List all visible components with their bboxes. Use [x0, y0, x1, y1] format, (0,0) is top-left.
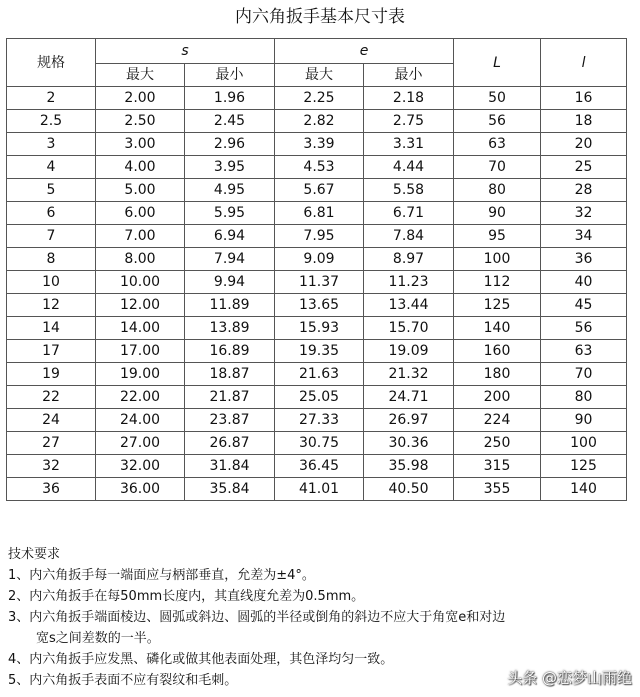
table-cell: 125 — [541, 455, 627, 478]
table-cell: 56 — [541, 317, 627, 340]
table-cell: 25 — [541, 156, 627, 179]
table-cell: 95 — [454, 225, 541, 248]
table-cell: 3 — [7, 133, 96, 156]
table-cell: 18.87 — [185, 363, 275, 386]
table-cell: 7.00 — [96, 225, 185, 248]
table-cell: 25.05 — [275, 386, 364, 409]
table-cell: 3.39 — [275, 133, 364, 156]
table-cell: 32 — [7, 455, 96, 478]
table-cell: 4.53 — [275, 156, 364, 179]
table-cell: 12 — [7, 294, 96, 317]
table-cell: 26.87 — [185, 432, 275, 455]
table-cell: 21.63 — [275, 363, 364, 386]
table-cell: 32.00 — [96, 455, 185, 478]
table-cell: 50 — [454, 87, 541, 110]
header-s-max: 最大 — [96, 64, 185, 87]
table-row — [7, 432, 627, 455]
table-cell: 90 — [454, 202, 541, 225]
table-cell: 36.00 — [96, 478, 185, 501]
table-cell: 45 — [541, 294, 627, 317]
header-L: L — [454, 39, 541, 87]
table-cell: 2.25 — [275, 87, 364, 110]
table-cell: 4.95 — [185, 179, 275, 202]
header-l: l — [541, 39, 627, 87]
page-title: 内六角扳手基本尺寸表 — [235, 7, 405, 27]
table-cell: 21.32 — [364, 363, 454, 386]
header-e-max: 最大 — [275, 64, 364, 87]
table-cell: 315 — [454, 455, 541, 478]
table-cell: 8.97 — [364, 248, 454, 271]
table-row — [7, 133, 627, 156]
table-cell: 6 — [7, 202, 96, 225]
table-cell: 5.58 — [364, 179, 454, 202]
table-cell: 35.98 — [364, 455, 454, 478]
table-cell: 3.95 — [185, 156, 275, 179]
table-cell: 180 — [454, 363, 541, 386]
table-cell: 35.84 — [185, 478, 275, 501]
table-cell: 63 — [541, 340, 627, 363]
table-cell: 224 — [454, 409, 541, 432]
table-cell: 2.50 — [96, 110, 185, 133]
table-cell: 3.31 — [364, 133, 454, 156]
table-cell: 32 — [541, 202, 627, 225]
table-cell: 24.00 — [96, 409, 185, 432]
table-row — [7, 110, 627, 133]
table-cell: 36.45 — [275, 455, 364, 478]
table-cell: 70 — [454, 156, 541, 179]
table-cell: 8 — [7, 248, 96, 271]
header-e-min: 最小 — [364, 64, 454, 87]
table-cell: 20 — [541, 133, 627, 156]
table-cell: 14 — [7, 317, 96, 340]
table-cell: 27 — [7, 432, 96, 455]
table-cell: 63 — [454, 133, 541, 156]
table-cell: 17.00 — [96, 340, 185, 363]
table-cell: 2.00 — [96, 87, 185, 110]
table-cell: 2 — [7, 87, 96, 110]
table-cell: 2.75 — [364, 110, 454, 133]
header-spec: 规格 — [7, 39, 96, 87]
table-cell: 10.00 — [96, 271, 185, 294]
table-cell: 4.44 — [364, 156, 454, 179]
table-cell: 7.84 — [364, 225, 454, 248]
note-item-5: 5、内六角扳手表面不应有裂纹和毛刺。 — [8, 673, 238, 688]
table-cell: 2.5 — [7, 110, 96, 133]
table-cell: 9.94 — [185, 271, 275, 294]
table-cell: 40 — [541, 271, 627, 294]
table-cell: 6.71 — [364, 202, 454, 225]
table-row — [7, 317, 627, 340]
table-cell: 80 — [541, 386, 627, 409]
table-cell: 250 — [454, 432, 541, 455]
table-cell: 80 — [454, 179, 541, 202]
table-cell: 200 — [454, 386, 541, 409]
table-cell: 140 — [454, 317, 541, 340]
table-cell: 4 — [7, 156, 96, 179]
dimension-table — [6, 38, 627, 501]
notes-heading: 技术要求 — [8, 547, 61, 562]
table-cell: 24.71 — [364, 386, 454, 409]
table-cell: 100 — [454, 248, 541, 271]
note-item-3: 3、内六角扳手端面棱边、圆弧或斜边、圆弧的半径或倒角的斜边不应大于角宽e和对边 — [8, 610, 506, 625]
table-cell: 36 — [541, 248, 627, 271]
table-cell: 23.87 — [185, 409, 275, 432]
table-cell: 160 — [454, 340, 541, 363]
table-cell: 41.01 — [275, 478, 364, 501]
table-cell: 13.44 — [364, 294, 454, 317]
watermark: 头条 @恋梦山雨绝 — [507, 669, 632, 687]
header-s: s — [96, 39, 275, 64]
note-item-2: 2、内六角扳手在每50mm长度内，其直线度允差为0.5mm。 — [8, 589, 365, 604]
table-cell: 6.00 — [96, 202, 185, 225]
table-cell: 5.67 — [275, 179, 364, 202]
table-cell: 3.00 — [96, 133, 185, 156]
table-cell: 6.81 — [275, 202, 364, 225]
table-cell: 16.89 — [185, 340, 275, 363]
table-cell: 56 — [454, 110, 541, 133]
table-row — [7, 271, 627, 294]
table-cell: 70 — [541, 363, 627, 386]
header-s-min: 最小 — [185, 64, 275, 87]
table-cell: 11.89 — [185, 294, 275, 317]
table-cell: 14.00 — [96, 317, 185, 340]
table-cell: 9.09 — [275, 248, 364, 271]
table-row — [7, 455, 627, 478]
table-row — [7, 179, 627, 202]
table-cell: 140 — [541, 478, 627, 501]
table-cell: 19.00 — [96, 363, 185, 386]
table-cell: 30.36 — [364, 432, 454, 455]
table-cell: 112 — [454, 271, 541, 294]
table-cell: 1.96 — [185, 87, 275, 110]
table-cell: 30.75 — [275, 432, 364, 455]
table-cell: 40.50 — [364, 478, 454, 501]
table-cell: 90 — [541, 409, 627, 432]
table-row — [7, 363, 627, 386]
table-cell: 27.33 — [275, 409, 364, 432]
table-cell: 18 — [541, 110, 627, 133]
table-cell: 11.23 — [364, 271, 454, 294]
table-cell: 24 — [7, 409, 96, 432]
note-item-4: 4、内六角扳手应发黑、磷化或做其他表面处理，其色泽均匀一致。 — [8, 652, 394, 667]
table-row — [7, 386, 627, 409]
table-row — [7, 294, 627, 317]
table-cell: 12.00 — [96, 294, 185, 317]
table-cell: 5.95 — [185, 202, 275, 225]
table-cell: 21.87 — [185, 386, 275, 409]
table-cell: 22.00 — [96, 386, 185, 409]
table-row — [7, 202, 627, 225]
table-cell: 8.00 — [96, 248, 185, 271]
table-row — [7, 87, 627, 110]
table-cell: 17 — [7, 340, 96, 363]
table-cell: 7.94 — [185, 248, 275, 271]
table-cell: 13.89 — [185, 317, 275, 340]
table-row — [7, 156, 627, 179]
table-cell: 355 — [454, 478, 541, 501]
table-cell: 16 — [541, 87, 627, 110]
note-item-3-continued: 宽s之间差数的一半。 — [36, 631, 160, 646]
table-cell: 2.96 — [185, 133, 275, 156]
table-cell: 19.09 — [364, 340, 454, 363]
table-cell: 10 — [7, 271, 96, 294]
table-cell: 34 — [541, 225, 627, 248]
table-cell: 6.94 — [185, 225, 275, 248]
table-cell: 36 — [7, 478, 96, 501]
table-cell: 28 — [541, 179, 627, 202]
table-cell: 7 — [7, 225, 96, 248]
table-cell: 31.84 — [185, 455, 275, 478]
table-cell: 15.93 — [275, 317, 364, 340]
table-cell: 15.70 — [364, 317, 454, 340]
table-row — [7, 340, 627, 363]
table-cell: 11.37 — [275, 271, 364, 294]
table-cell: 2.18 — [364, 87, 454, 110]
table-cell: 13.65 — [275, 294, 364, 317]
table-row — [7, 409, 627, 432]
table-cell: 2.45 — [185, 110, 275, 133]
table-row — [7, 478, 627, 501]
header-e: e — [275, 39, 454, 64]
table-cell: 5.00 — [96, 179, 185, 202]
table-cell: 4.00 — [96, 156, 185, 179]
table-cell: 100 — [541, 432, 627, 455]
table-cell: 125 — [454, 294, 541, 317]
table-row — [7, 225, 627, 248]
table-body — [7, 87, 627, 501]
note-item-1: 1、内六角扳手每一端面应与柄部垂直，允差为±4°。 — [8, 568, 315, 583]
table-cell: 19 — [7, 363, 96, 386]
table-cell: 2.82 — [275, 110, 364, 133]
table-cell: 5 — [7, 179, 96, 202]
table-cell: 27.00 — [96, 432, 185, 455]
table-row — [7, 248, 627, 271]
table-cell: 26.97 — [364, 409, 454, 432]
table-cell: 22 — [7, 386, 96, 409]
table-cell: 7.95 — [275, 225, 364, 248]
table-cell: 19.35 — [275, 340, 364, 363]
